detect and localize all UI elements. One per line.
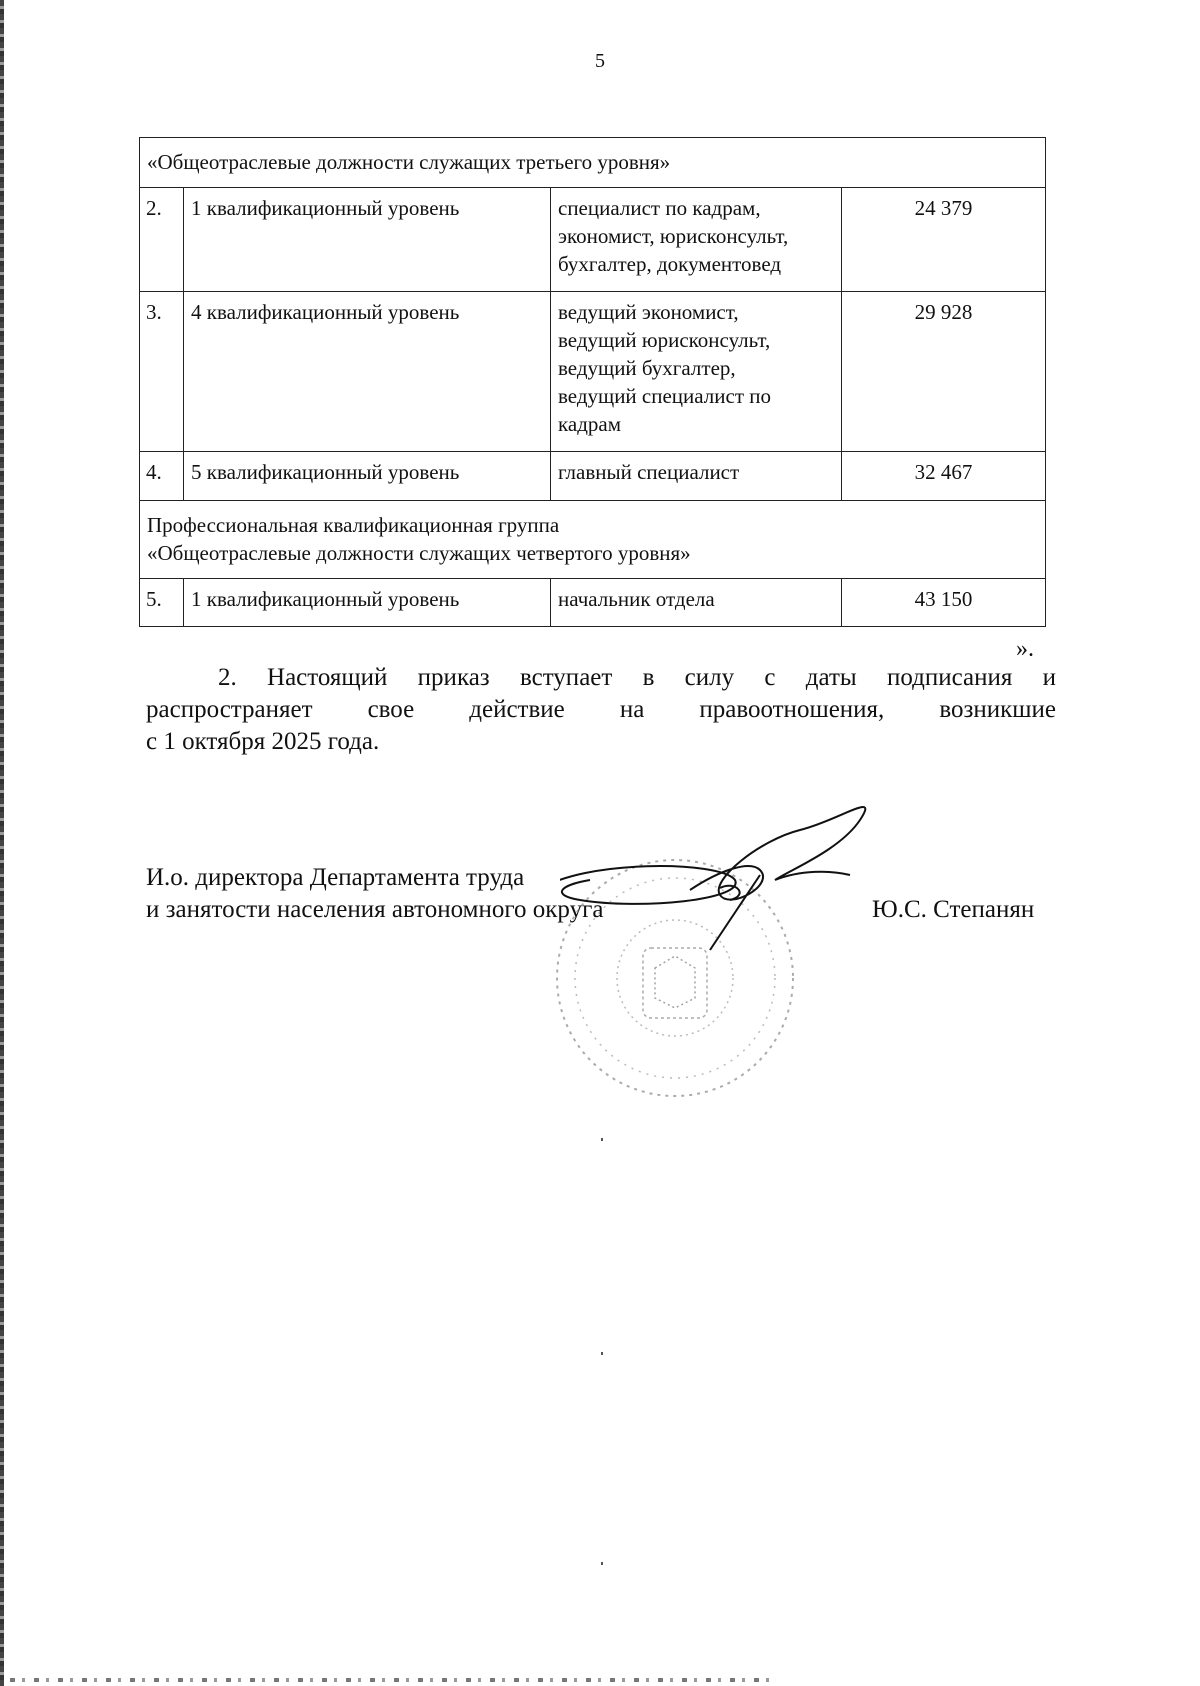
salary-cell: 43 150 xyxy=(842,579,1046,627)
row-number-cell: 2. xyxy=(140,188,184,292)
table-row xyxy=(140,452,1046,501)
signer-title-line-1: И.о. директора Департамента труда xyxy=(146,864,525,891)
clause-line-2: распространяет свое действие на правоотношения, возникшие xyxy=(146,696,1056,723)
group-heading-line: «Общеотраслевые должности служащих третьего уровня» xyxy=(147,150,671,174)
positions-cell xyxy=(551,292,842,452)
positions-cell xyxy=(551,579,842,627)
position-line: ведущий специалист по xyxy=(558,384,771,408)
clause-2 xyxy=(146,662,1056,758)
row-number-cell: 4. xyxy=(140,452,184,501)
signer-title xyxy=(146,862,603,926)
signer-name: Ю.С. Степанян xyxy=(872,896,1035,923)
table-group-row xyxy=(140,138,1046,188)
position-line: ведущий экономист, xyxy=(558,300,739,324)
salary-cell: 29 928 xyxy=(842,292,1046,452)
clause-line-1: 2. Настоящий приказ вступает в силу с даты подписания и xyxy=(218,664,1056,691)
position-line: экономист, юрисконсульт, xyxy=(558,224,789,248)
scan-bottom-noise xyxy=(10,1678,770,1682)
clause-line-3: с 1 октября 2025 года. xyxy=(146,728,380,755)
table-group-row xyxy=(140,501,1046,579)
position-line: бухгалтер, документовед xyxy=(558,252,782,276)
position-line: главный специалист xyxy=(558,460,740,484)
position-line: ведущий юрисконсульт, xyxy=(558,328,771,352)
salary-cell: 32 467 xyxy=(842,452,1046,501)
signer-title-line-2: и занятости населения автономного округа xyxy=(146,896,604,923)
position-line: специалист по кадрам, xyxy=(558,196,761,220)
position-line: ведущий бухгалтер, xyxy=(558,356,736,380)
positions-cell xyxy=(551,188,842,292)
row-number-cell: 3. xyxy=(140,292,184,452)
qualification-level-cell: 1 квалификационный уровень xyxy=(184,188,551,292)
table-row xyxy=(140,292,1046,452)
scan-left-edge xyxy=(0,0,4,1686)
scan-speck xyxy=(601,1138,603,1141)
group-heading-cell xyxy=(140,138,1046,188)
position-line: начальник отдела xyxy=(558,587,715,611)
row-number-cell: 5. xyxy=(140,579,184,627)
qualification-level-cell: 1 квалификационный уровень xyxy=(184,579,551,627)
qualification-level-cell: 4 квалификационный уровень xyxy=(184,292,551,452)
table-row xyxy=(140,188,1046,292)
page-number: 5 xyxy=(595,50,605,72)
position-line: кадрам xyxy=(558,412,621,436)
handwritten-signature xyxy=(560,800,920,970)
scan-speck xyxy=(601,1352,603,1355)
qualification-table xyxy=(139,137,1046,627)
group-heading-line: Профессиональная квалификационная группа xyxy=(147,513,560,537)
group-heading-line: «Общеотраслевые должности служащих четвертого уровня» xyxy=(147,541,691,565)
closing-quote: ». xyxy=(1016,636,1034,662)
qualification-level-cell: 5 квалификационный уровень xyxy=(184,452,551,501)
positions-cell xyxy=(551,452,842,501)
group-heading-cell xyxy=(140,501,1046,579)
table-row xyxy=(140,579,1046,627)
scan-speck xyxy=(601,1562,603,1565)
salary-cell: 24 379 xyxy=(842,188,1046,292)
